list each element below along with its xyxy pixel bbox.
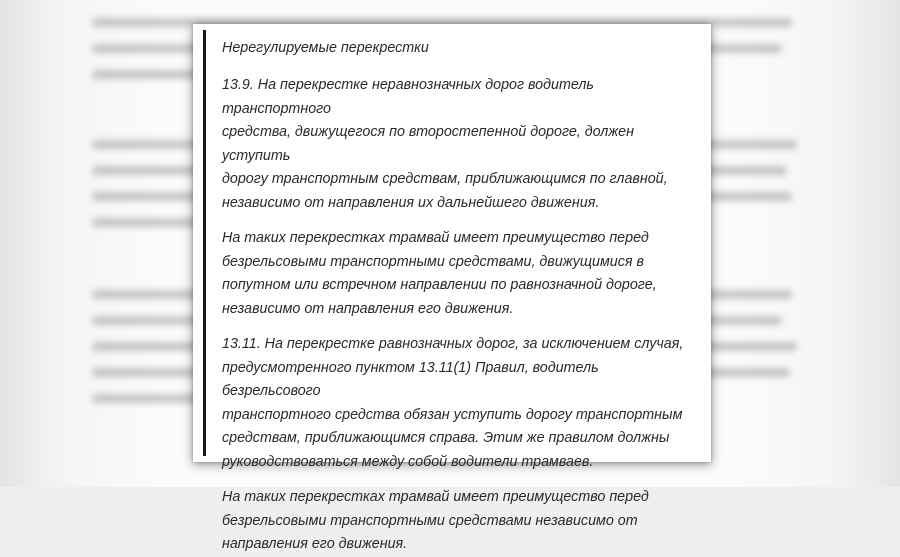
blockquote xyxy=(203,30,699,552)
quote-card xyxy=(193,24,711,552)
paragraph-13-9: 13.9. На перекрестке неравнозначных дорог водитель транспортного средства, движущегося по второстепенной дороге, должен уступить дорогу транспортным средствам, приближающимся по главной, независимо от направления их дальнейшего движения. xyxy=(222,77,668,211)
paragraph-13-11: 13.11. На перекрестке равнозначных дорог, за исключением случая, предусмотренного пунктом 13.11(1) Правил, водитель безрельсового транспортного средства обязан уступить дорогу транспортным средствам, приближающимся справа. Этим же правилом должны руководствоваться между собой водители трамваев. xyxy=(222,336,684,470)
paragraph-13-11-tram: На таких перекрестках трамвай имеет преимущество перед безрельсовыми транспортными средствами независимо от направления его движения. xyxy=(222,489,649,552)
paragraph-13-9-tram: На таких перекрестках трамвай имеет преимущество перед безрельсовыми транспортными средствами, движущимися в попутном или встречном направлении по равнозначной дороге, независимо от направления его движения. xyxy=(222,230,657,317)
section-heading: Нерегулируемые перекрестки xyxy=(222,40,429,56)
